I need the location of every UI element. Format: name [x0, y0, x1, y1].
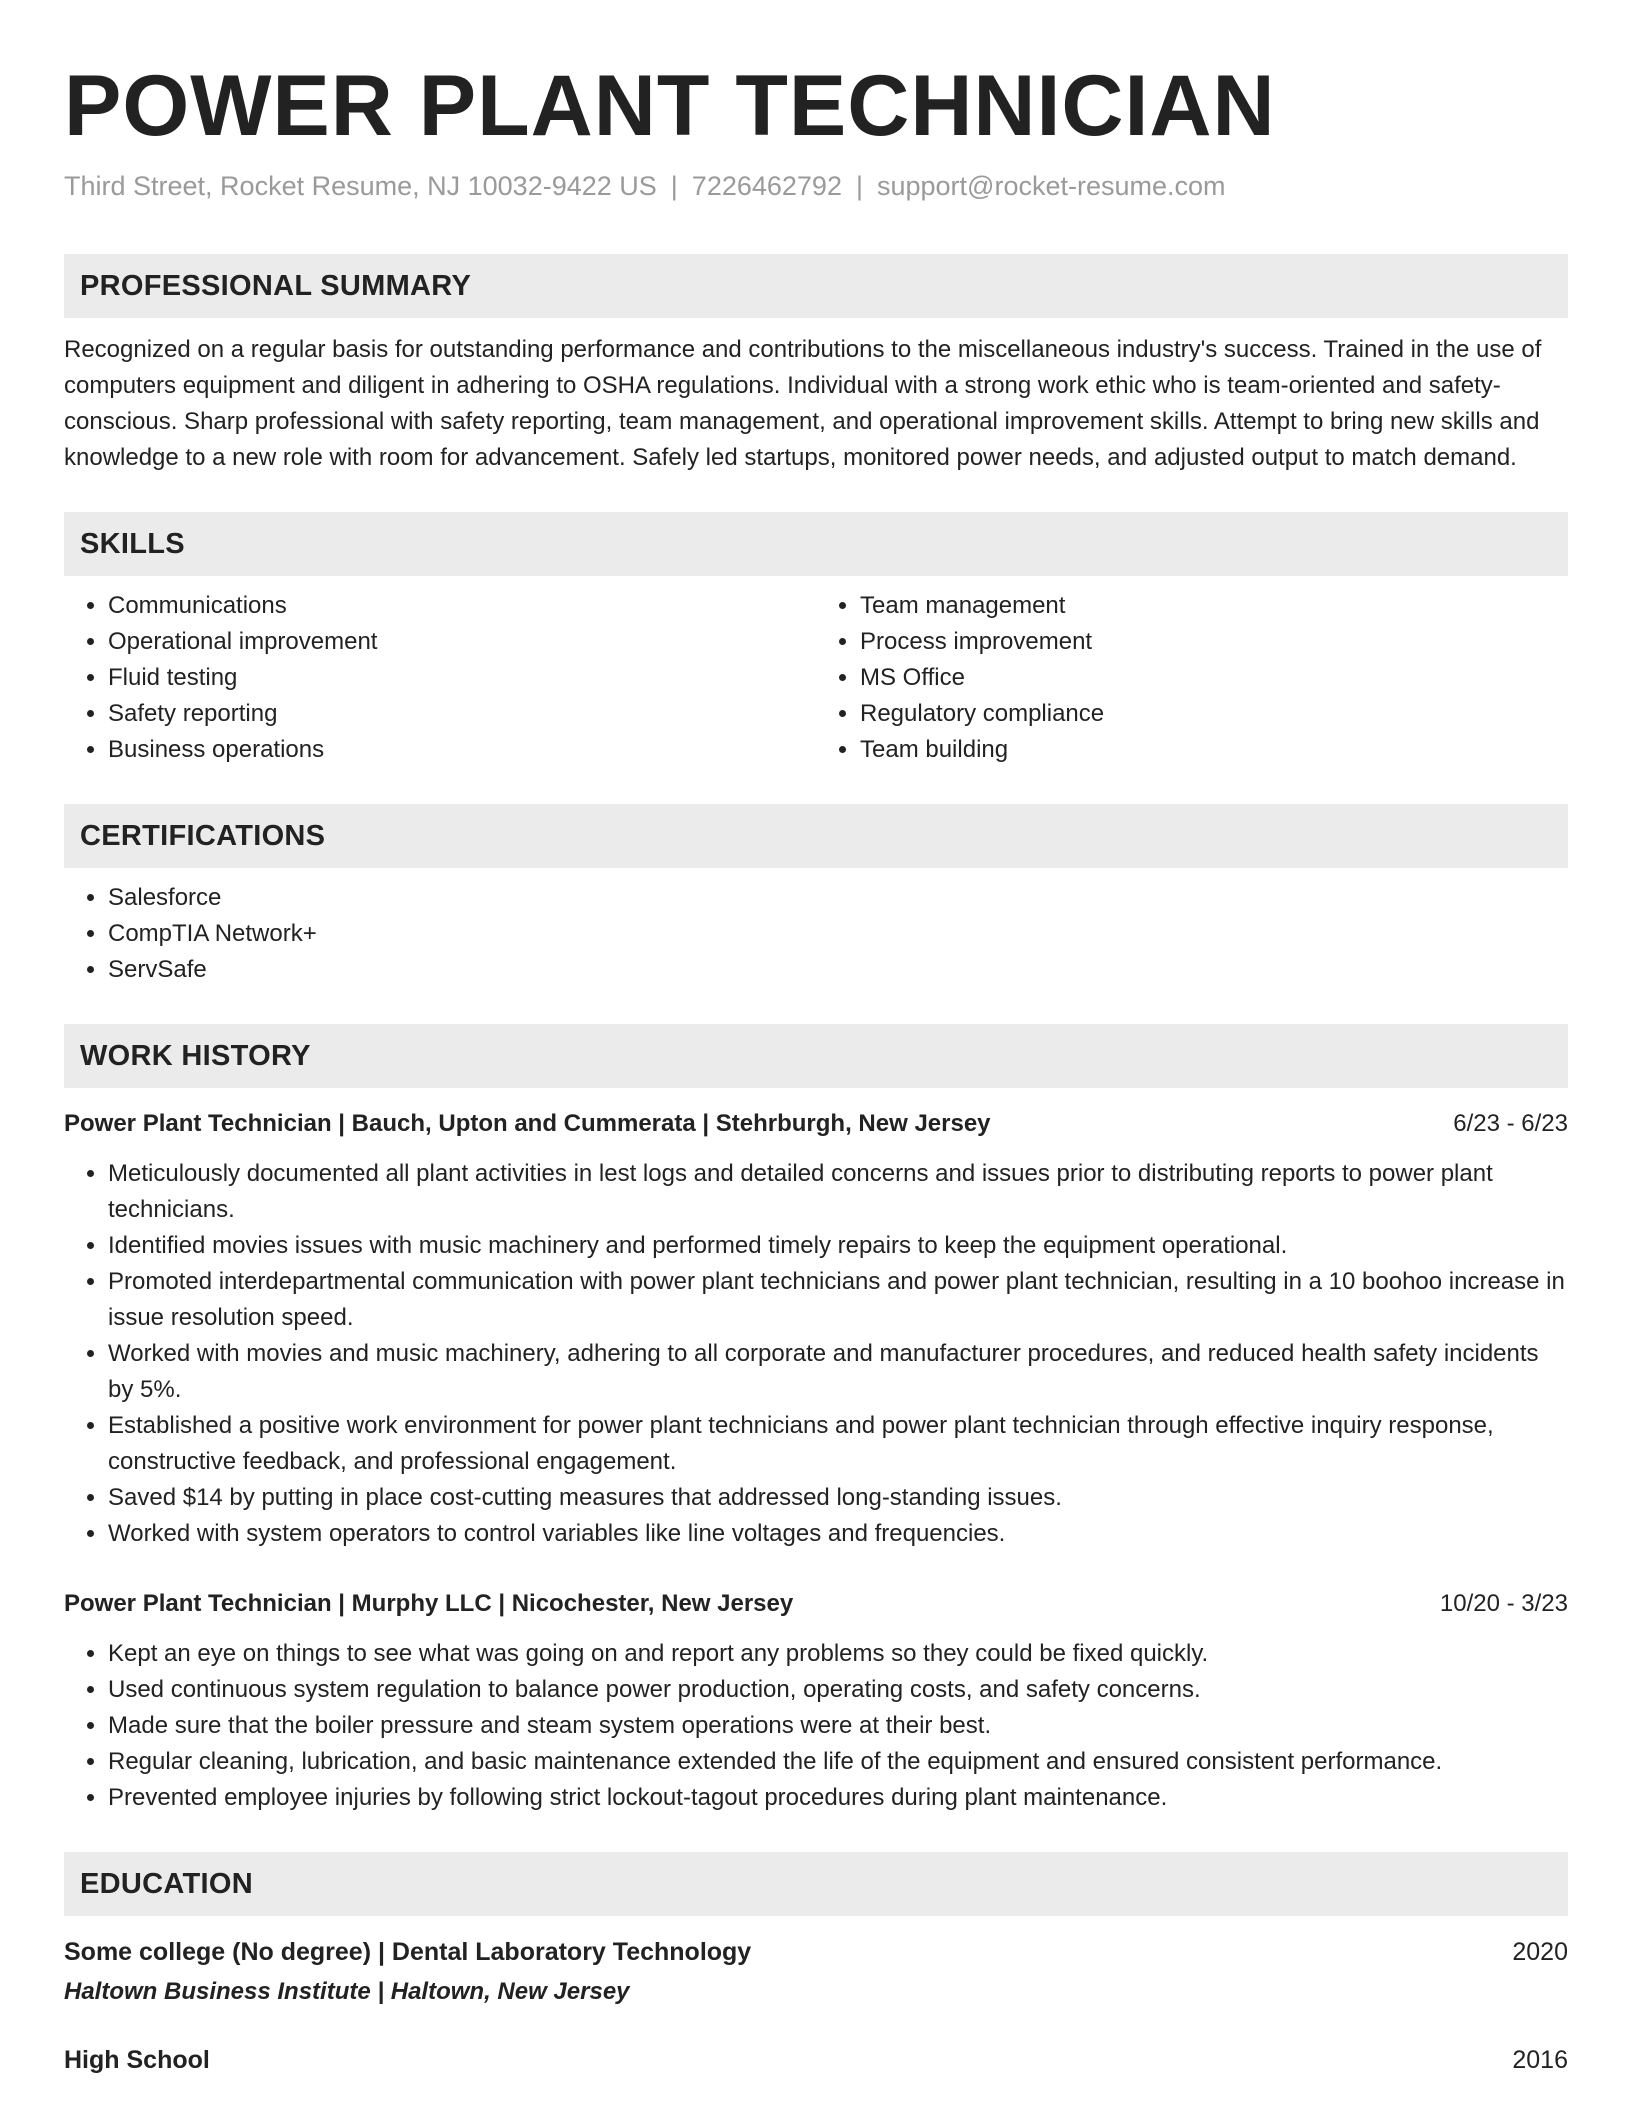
- certification-item: • ServSafe: [108, 952, 1568, 988]
- skill-item: • Team building: [860, 732, 1568, 768]
- education-year: 2020: [1512, 1938, 1568, 1966]
- job-bullet: • Made sure that the boiler pressure and steam system operations were at their best.: [108, 1708, 1568, 1744]
- job-bullet: • Identified movies issues with music machinery and performed timely repairs to keep the equipment operational.: [108, 1228, 1568, 1264]
- education-header: [64, 2042, 1568, 2078]
- skill-item: • Business operations: [108, 732, 816, 768]
- skill-item: • MS Office: [860, 660, 1568, 696]
- skill-item: • Fluid testing: [108, 660, 816, 696]
- skill-item: • Process improvement: [860, 624, 1568, 660]
- summary-text: Recognized on a regular basis for outstanding performance and contributions to the miscellaneous industry's success. Trained in the use of computers equipment and diligent in adhering to OSHA regulations. Individual with a strong work ethic who is team-oriented and safety-conscious. Sharp professional with safety reporting, team management, and operational improvement skills. Attempt to bring new skills and knowledge to a new role with room for advancement. Safely led startups, monitored power needs, and adjusted output to match demand.: [64, 336, 1542, 471]
- job-bullet: • Regular cleaning, lubrication, and basic maintenance extended the life of the equipment and ensured consistent performance.: [108, 1744, 1568, 1780]
- contact-separator: |: [855, 171, 863, 201]
- contact-line: [64, 168, 1568, 204]
- contact-email[interactable]: support@rocket-resume.com: [876, 171, 1226, 201]
- job-dates: 6/23 - 6/23: [1453, 1110, 1568, 1137]
- section-heading-work-history: WORK HISTORY: [64, 1024, 1568, 1088]
- job-bullet: • Established a positive work environment for power plant technicians and power plant technician through effective inquiry response, constructive feedback, and professional engagement.: [108, 1408, 1568, 1480]
- job-title: Power Plant Technician | Murphy LLC | Nicochester, New Jersey: [64, 1590, 794, 1617]
- job-bullet: • Promoted interdepartmental communication with power plant technicians and power plant technician, resulting in a 10 boohoo increase in issue resolution speed.: [108, 1264, 1568, 1336]
- skill-item: • Communications: [108, 588, 816, 624]
- skill-item: • Regulatory compliance: [860, 696, 1568, 732]
- job-bullet: • Saved $14 by putting in place cost-cutting measures that addressed long-standing issues.: [108, 1480, 1568, 1516]
- job-title: Power Plant Technician | Bauch, Upton and Cummerata | Stehrburgh, New Jersey: [64, 1110, 991, 1137]
- contact-address: Third Street, Rocket Resume, NJ 10032-9422 US: [64, 171, 657, 201]
- education-year: 2016: [1512, 2046, 1568, 2074]
- contact-separator: |: [670, 171, 678, 201]
- education-degree: Some college (No degree) | Dental Laboratory Technology: [64, 1938, 752, 1966]
- job-bullet: • Worked with system operators to control variables like line voltages and frequencies.: [108, 1516, 1568, 1552]
- job-bullet: • Prevented employee injuries by following strict lockout-tagout procedures during plant maintenance.: [108, 1780, 1568, 1816]
- job-bullets: [64, 1636, 1568, 1816]
- section-heading-skills: SKILLS: [64, 512, 1568, 576]
- contact-phone: 7226462792: [691, 171, 842, 201]
- job-header: [64, 1106, 1568, 1142]
- job-bullet: • Used continuous system regulation to balance power production, operating costs, and safety concerns.: [108, 1672, 1568, 1708]
- skills-list-right: [816, 588, 1568, 768]
- skill-item: • Operational improvement: [108, 624, 816, 660]
- section-heading-summary: PROFESSIONAL SUMMARY: [64, 254, 1568, 318]
- skill-item: • Safety reporting: [108, 696, 816, 732]
- job-bullet: • Kept an eye on things to see what was going on and report any problems so they could be fixed quickly.: [108, 1636, 1568, 1672]
- section-heading-education: EDUCATION: [64, 1852, 1568, 1916]
- section-heading-certifications: CERTIFICATIONS: [64, 804, 1568, 868]
- certification-item: • Salesforce: [108, 880, 1568, 916]
- skills-list-left: [64, 588, 816, 768]
- job-bullet: • Worked with movies and music machinery, adhering to all corporate and manufacturer procedures, and reduced health safety incidents by 5%.: [108, 1336, 1568, 1408]
- job-bullets: [64, 1156, 1568, 1552]
- job-dates: 10/20 - 3/23: [1439, 1590, 1568, 1617]
- certification-item: • CompTIA Network+: [108, 916, 1568, 952]
- certifications-list: [64, 880, 1568, 988]
- education-school: Haltown Business Institute | Haltown, New Jersey: [64, 1978, 630, 2005]
- education-degree: High School: [64, 2046, 210, 2074]
- job-bullet: • Meticulously documented all plant activities in lest logs and detailed concerns and issues prior to distributing reports to power plant technicians.: [108, 1156, 1568, 1228]
- skill-item: • Team management: [860, 588, 1568, 624]
- education-header: [64, 1934, 1568, 1970]
- job-header: [64, 1586, 1568, 1622]
- skills-grid: [64, 576, 1568, 768]
- resume-name-title: POWER PLANT TECHNICIAN: [64, 58, 1276, 154]
